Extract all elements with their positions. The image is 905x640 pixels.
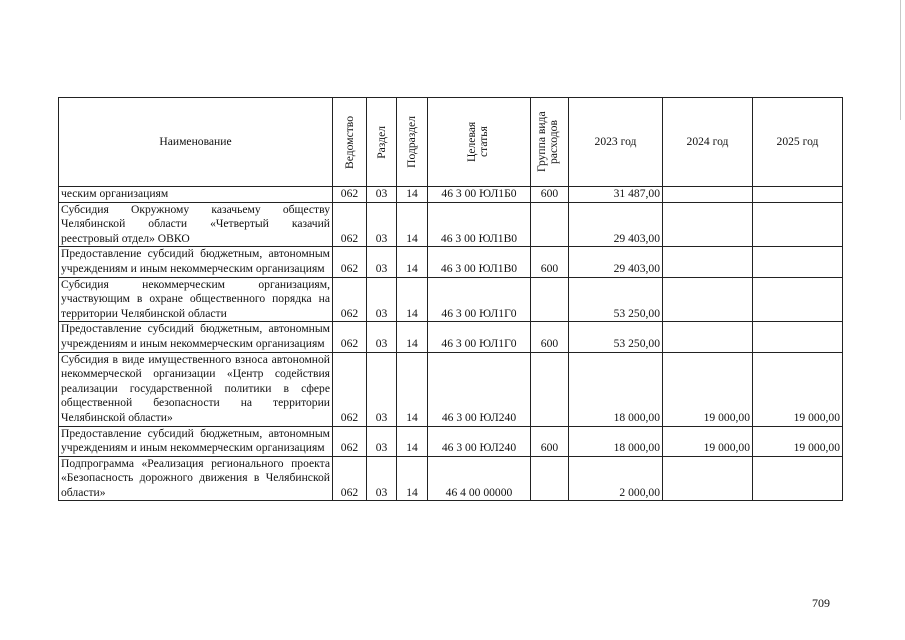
header-tselevaya-statya: Целевая статья	[428, 98, 531, 187]
cell-name: Предоставление субсидий бюджетным, автономным учреждениям и иным некоммерческим организациям	[59, 426, 333, 456]
cell-name: Подпрограмма «Реализация регионального проекта «Безопасность дорожного движения в Челябинской области»	[59, 456, 333, 501]
cell-gruppa	[531, 456, 569, 501]
cell-2023: 29 403,00	[569, 202, 663, 247]
cell-2024: 19 000,00	[663, 352, 753, 426]
cell-2023: 2 000,00	[569, 456, 663, 501]
header-2023: 2023 год	[569, 98, 663, 187]
cell-razdel: 03	[367, 322, 397, 352]
cell-razdel: 03	[367, 202, 397, 247]
scan-edge-line	[900, 0, 901, 120]
table-row	[59, 322, 843, 352]
cell-2023: 18 000,00	[569, 352, 663, 426]
cell-razdel: 03	[367, 187, 397, 203]
cell-name: Субсидия некоммерческим организациям, участвующим в охране общественного порядка на территории Челябинской области	[59, 277, 333, 322]
cell-2025: 19 000,00	[753, 426, 843, 456]
cell-razdel: 03	[367, 247, 397, 277]
cell-name: Предоставление субсидий бюджетным, автономным учреждениям и иным некоммерческим организациям	[59, 322, 333, 352]
cell-2025	[753, 247, 843, 277]
header-razdel: Раздел	[367, 98, 397, 187]
table-row	[59, 456, 843, 501]
cell-podrazdel: 14	[397, 277, 428, 322]
cell-2023: 31 487,00	[569, 187, 663, 203]
cell-name: Субсидия в виде имущественного взноса автономной некоммерческой организации «Центр содействия реализации государственной политики в сфере общественной безопасности на территории Челябинской области»	[59, 352, 333, 426]
cell-2023: 18 000,00	[569, 426, 663, 456]
cell-vedomstvo: 062	[333, 202, 367, 247]
cell-tselevaya: 46 3 00 ЮЛ1Б0	[428, 187, 531, 203]
cell-gruppa: 600	[531, 247, 569, 277]
cell-vedomstvo: 062	[333, 277, 367, 322]
cell-podrazdel: 14	[397, 456, 428, 501]
header-gruppa-rashodov: Группа вида расходов	[531, 98, 569, 187]
cell-razdel: 03	[367, 426, 397, 456]
table-row	[59, 247, 843, 277]
cell-2024	[663, 247, 753, 277]
cell-name: ческим организациям	[59, 187, 333, 203]
cell-name: Субсидия Окружному казачьему обществу Челябинской области «Четвертый казачий реестровый отдел» ОВКО	[59, 202, 333, 247]
cell-2025	[753, 277, 843, 322]
cell-2025	[753, 322, 843, 352]
cell-tselevaya: 46 3 00 ЮЛ1Г0	[428, 277, 531, 322]
table-row	[59, 202, 843, 247]
cell-tselevaya: 46 4 00 00000	[428, 456, 531, 501]
cell-2024	[663, 187, 753, 203]
header-2024: 2024 год	[663, 98, 753, 187]
cell-vedomstvo: 062	[333, 352, 367, 426]
header-2025: 2025 год	[753, 98, 843, 187]
page-number: 709	[812, 596, 830, 610]
cell-name: Предоставление субсидий бюджетным, автономным учреждениям и иным некоммерческим организациям	[59, 247, 333, 277]
table-row	[59, 187, 843, 203]
cell-podrazdel: 14	[397, 426, 428, 456]
cell-podrazdel: 14	[397, 352, 428, 426]
cell-2025	[753, 456, 843, 501]
cell-2023: 53 250,00	[569, 277, 663, 322]
cell-2024	[663, 322, 753, 352]
cell-gruppa: 600	[531, 426, 569, 456]
header-podrazdel: Подраздел	[397, 98, 428, 187]
table-row	[59, 352, 843, 426]
cell-gruppa: 600	[531, 187, 569, 203]
cell-2023: 29 403,00	[569, 247, 663, 277]
cell-2025	[753, 202, 843, 247]
cell-2024	[663, 277, 753, 322]
table-row	[59, 277, 843, 322]
cell-2023: 53 250,00	[569, 322, 663, 352]
cell-razdel: 03	[367, 352, 397, 426]
cell-podrazdel: 14	[397, 187, 428, 203]
cell-tselevaya: 46 3 00 ЮЛ1В0	[428, 202, 531, 247]
cell-2024	[663, 202, 753, 247]
cell-gruppa: 600	[531, 322, 569, 352]
cell-gruppa	[531, 202, 569, 247]
cell-vedomstvo: 062	[333, 456, 367, 501]
cell-vedomstvo: 062	[333, 322, 367, 352]
cell-podrazdel: 14	[397, 202, 428, 247]
cell-vedomstvo: 062	[333, 187, 367, 203]
header-name: Наименование	[59, 98, 333, 187]
cell-2025	[753, 187, 843, 203]
cell-tselevaya: 46 3 00 ЮЛ240	[428, 352, 531, 426]
cell-vedomstvo: 062	[333, 247, 367, 277]
cell-gruppa	[531, 352, 569, 426]
cell-podrazdel: 14	[397, 247, 428, 277]
cell-2025: 19 000,00	[753, 352, 843, 426]
cell-2024: 19 000,00	[663, 426, 753, 456]
cell-tselevaya: 46 3 00 ЮЛ1В0	[428, 247, 531, 277]
table-row	[59, 426, 843, 456]
budget-table	[58, 97, 843, 501]
cell-razdel: 03	[367, 277, 397, 322]
cell-podrazdel: 14	[397, 322, 428, 352]
table-header-row	[59, 98, 843, 187]
cell-gruppa	[531, 277, 569, 322]
cell-razdel: 03	[367, 456, 397, 501]
cell-tselevaya: 46 3 00 ЮЛ1Г0	[428, 322, 531, 352]
cell-tselevaya: 46 3 00 ЮЛ240	[428, 426, 531, 456]
cell-2024	[663, 456, 753, 501]
cell-vedomstvo: 062	[333, 426, 367, 456]
header-vedomstvo: Ведомство	[333, 98, 367, 187]
